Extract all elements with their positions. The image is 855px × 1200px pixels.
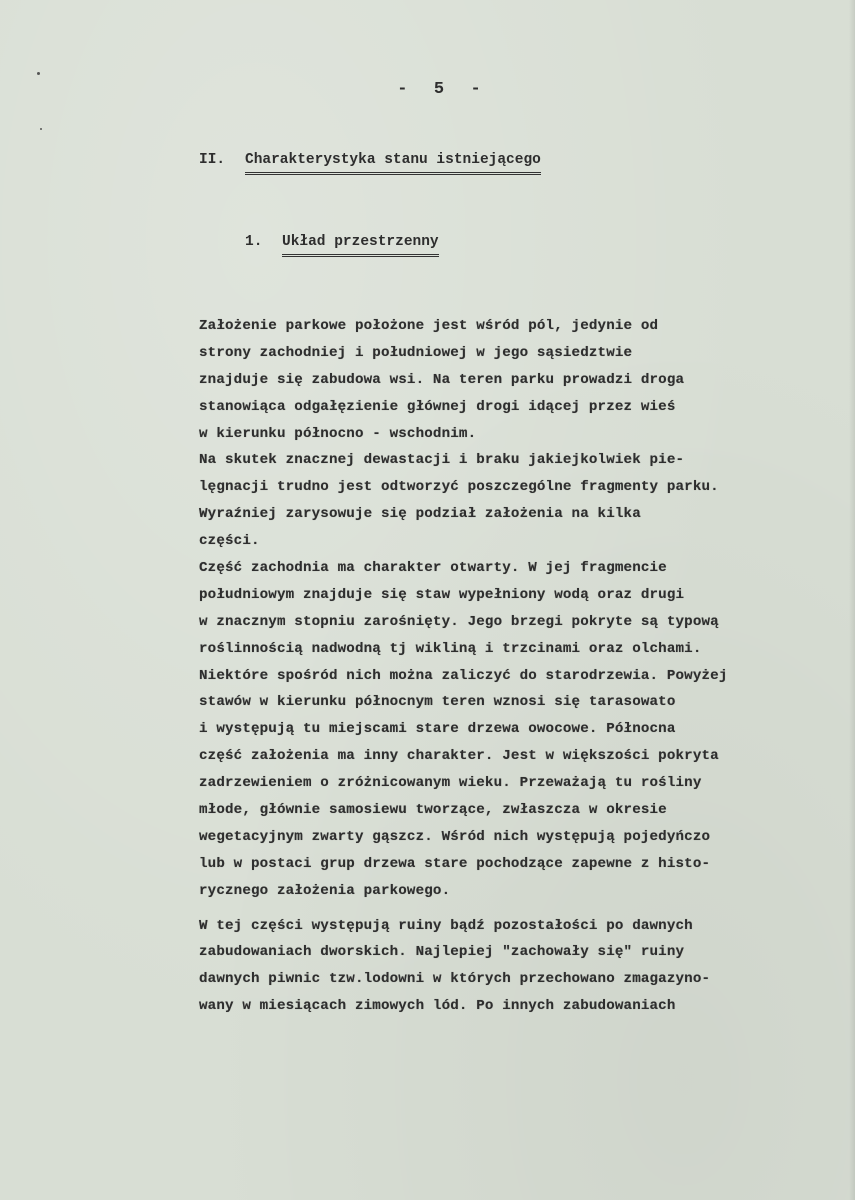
text-line: Na skutek znacznej dewastacji i braku jakiejkolwiek pie- <box>199 452 685 469</box>
text-line: części. <box>199 533 260 550</box>
paragraph-2 <box>199 913 849 1021</box>
scan-speck <box>40 128 42 130</box>
text-line: strony zachodniej i południowej w jego sąsiedztwie <box>199 344 633 361</box>
text-line: rycznego założenia parkowego. <box>199 882 451 899</box>
text-line: znajduje się zabudowa wsi. Na teren parku prowadzi droga <box>199 371 685 388</box>
text-line: zabudowaniach dworskich. Najlepiej "zachowały się" ruiny <box>199 944 685 961</box>
section-number: II. <box>199 152 226 168</box>
text-line: i występują tu miejscami stare drzewa owocowe. Północna <box>199 721 676 738</box>
section-heading <box>199 152 541 175</box>
text-line: część założenia ma inny charakter. Jest w większości pokryta <box>199 748 719 765</box>
text-line: w kierunku północno - wschodnim. <box>199 425 477 442</box>
text-line: W tej części występują ruiny bądź pozostałości po dawnych <box>199 917 693 934</box>
text-line: Wyraźniej zarysowuje się podział założenia na kilka <box>199 506 641 523</box>
paragraph-1 <box>199 313 849 905</box>
text-line: roślinnością nadwodną tj wikliną i trzcinami oraz olchami. <box>199 640 702 657</box>
scan-speck <box>37 72 40 75</box>
text-line: w znacznym stopniu zarośnięty. Jego brzegi pokryte są typową <box>199 613 719 630</box>
subsection-title: Układ przestrzenny <box>282 234 439 257</box>
text-line: lub w postaci grup drzewa stare pochodzące zapewne z histo- <box>199 855 711 872</box>
section-title: Charakterystyka stanu istniejącego <box>245 152 541 175</box>
subsection-number: 1. <box>245 234 263 250</box>
page-edge-shadow <box>849 0 855 1200</box>
text-line: młode, głównie samosiewu tworzące, zwłaszcza w okresie <box>199 802 667 819</box>
page-number: - 5 - <box>397 80 483 99</box>
text-line: stawów w kierunku północnym teren wznosi się tarasowato <box>199 694 676 711</box>
text-line: Niektóre spośród nich można zaliczyć do starodrzewia. Powyżej <box>199 667 728 684</box>
subsection-heading <box>245 234 439 257</box>
text-line: wany w miesiącach zimowych lód. Po innych zabudowaniach <box>199 998 676 1015</box>
text-line: zadrzewieniem o zróżnicowanym wieku. Przeważają tu rośliny <box>199 775 702 792</box>
text-line: Założenie parkowe położone jest wśród pól, jedynie od <box>199 318 659 334</box>
text-line: lęgnacji trudno jest odtworzyć poszczególne fragmenty parku. <box>199 479 719 496</box>
paragraph-gap <box>199 905 849 913</box>
text-line: dawnych piwnic tzw.lodowni w których przechowano zmagazyno- <box>199 971 711 988</box>
text-line: wegetacyjnym zwarty gąszcz. Wśród nich występują pojedyńczo <box>199 828 711 845</box>
text-line: Część zachodnia ma charakter otwarty. W jej fragmencie <box>199 560 667 577</box>
body-text <box>199 313 849 1020</box>
text-line: stanowiąca odgałęzienie głównej drogi idącej przez wieś <box>199 398 676 415</box>
text-line: południowym znajduje się staw wypełniony wodą oraz drugi <box>199 586 685 603</box>
